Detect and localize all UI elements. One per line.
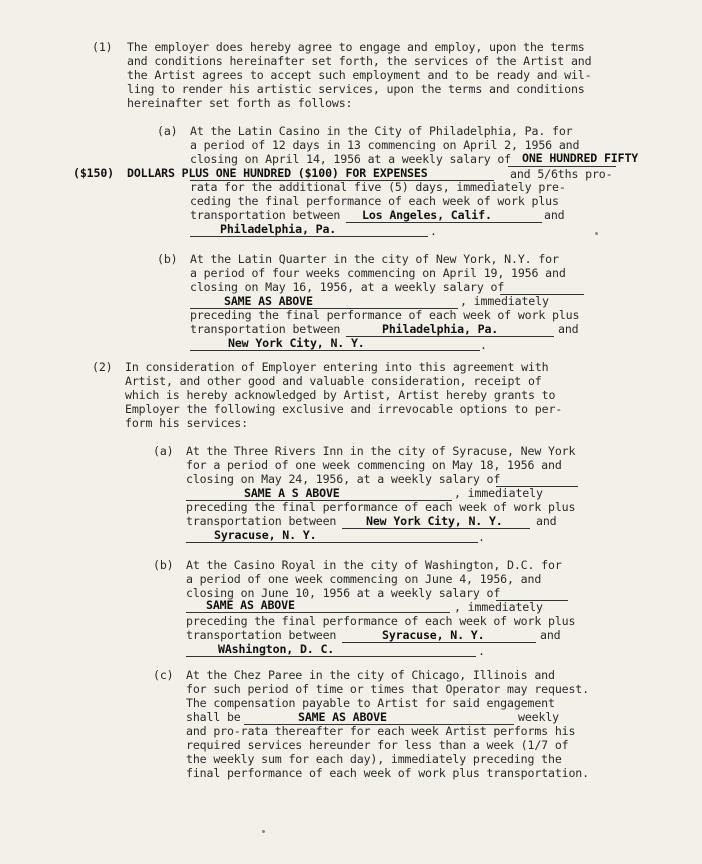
- transport-to-field: New York City, N. Y.: [228, 336, 365, 350]
- transport-to-field: Philadelphia, Pa.: [220, 222, 337, 236]
- contract-page: (1) The employer does hereby agree to engage and employ, upon the terms and conditions hereinafter set forth, the services of the Artist and the Artist agrees to accept such employment and to be ready and wil- ling to render his artistic services, upon the terms and conditions hereinafter set forth as follows: (a) At the Latin Casino in the City of Philadelphia, Pa. for a period of 12 days in 13 commencing on April 2, 1956 and closing on April 14, 1956 at a weekly salary of ONE HUNDRED FIFTY ($150) DOLLARS PLUS ONE HUNDRED ($100) FOR EXPENSES and 5/6ths pro- rata for the additional five (5) days, immediately pre- ceding the final performance of each week of work plus transportation between Los Angeles, Calif. and Philadelphia, Pa. . (b) At the Latin Quarter in the city of New York, N.Y. for a period of four weeks commencing on April 19, 1956 and closing on May 16, 1956, at a weekly salary of SAME AS ABOVE , immediately preceding the final performance of each week of work plus transportation between Philadelphia, Pa. and New York City, N. Y. . (2) In consideration of Employer entering into this agreement with Artist, and other good and valuable consideration, receipt of which is hereby acknowledged by Artist, Artist hereby grants to Employer the following exclusive and irrevocable options to per- form his services: (a) At the Three Rivers Inn in the city of Syracuse, New York for a period of one week commencing on May 18, 1956 and closing on May 24, 1956, at a weekly salary of SAME A S ABOVE , immediately preceding the final performance of each week of work plus transportation between New York City, N. Y. and Syracuse, N. Y. . (b) At the Casino Royal in the city of Washington, D.C. for a period of one week commencing on June 4, 1956, and closing on June 10, 1956 at a weekly salary of SAME AS ABOVE , immediately preceding the final performance of each week of work plus transportation between Syracuse, N. Y. and WAshington, D. C. . (c) At the Chez Paree in the city of Chicago, Illinois and for such period of time or times that Operator may request. The compensation payable to Artist for said engagement shall be SAME AS ABOVE weekly and pro-rata thereafter for each week Artist performs his required services hereunder for less than a week (1/7 of the weekly sum for each day), immediately preceding the final performance of each week of work plus transportation.: [0, 0, 702, 864]
- clause-2c-line: and pro-rata thereafter for each week Artist performs his: [186, 724, 576, 738]
- clause-1a-line: closing on April 14, 1956 at a weekly salary of: [190, 152, 512, 166]
- compensation-field: SAME AS ABOVE: [298, 710, 387, 724]
- salary-words-field: ONE HUNDRED FIFTY: [522, 151, 639, 165]
- clause-1b-line: closing on May 16, 1956, at a weekly salary of: [190, 280, 505, 294]
- clause-1b-line: preceding the final performance of each week of work plus: [190, 308, 580, 322]
- transport-from-blank: [346, 222, 542, 223]
- section-2-intro-line: which is hereby acknowledged by Artist, Artist hereby grants to: [125, 388, 556, 402]
- transport-from-field: Philadelphia, Pa.: [382, 322, 499, 336]
- clause-2c-line: the weekly sum for each day), immediately preceding the: [186, 752, 562, 766]
- salary-field: SAME A S ABOVE: [244, 486, 340, 500]
- clause-1a-line: and 5/6ths pro-: [510, 167, 613, 181]
- transport-from-blank: [346, 336, 554, 337]
- clause-2c-line: weekly: [518, 710, 559, 724]
- clause-2c-line: required services hereunder for less than a week (1/7 of: [186, 738, 569, 752]
- clause-1a-line: a period of 12 days in 13 commencing on April 2, 1956 and: [190, 138, 580, 152]
- clause-2b-line: , immediately: [454, 600, 543, 614]
- section-1-intro-line: ling to render his artistic services, upon the terms and conditions: [127, 82, 585, 96]
- clause-1a-line: At the Latin Casino in the City of Philadelphia, Pa. for: [190, 124, 573, 138]
- clause-2c-line: for such period of time or times that Operator may request.: [186, 682, 589, 696]
- salary-field: SAME AS ABOVE: [224, 294, 313, 308]
- clause-2b-line: transportation between: [186, 628, 337, 642]
- section-2-intro-line: Employer the following exclusive and irrevocable options to per-: [125, 402, 563, 416]
- clause-1b-label: (b): [157, 252, 178, 266]
- clause-2a-line: and: [536, 514, 557, 528]
- clause-1b-line: At the Latin Quarter in the city of New York, N.Y. for: [190, 252, 559, 266]
- clause-2c-line: At the Chez Paree in the city of Chicago, Illinois and: [186, 668, 555, 682]
- clause-2c-line: final performance of each week of work plus transportation.: [186, 766, 589, 780]
- clause-1b-line: transportation between: [190, 322, 341, 336]
- paper-speck: [262, 830, 265, 833]
- clause-1a-line: transportation between: [190, 208, 341, 222]
- clause-2a-label: (a): [153, 444, 174, 458]
- transport-from-blank: [342, 642, 536, 643]
- clause-2b-line: preceding the final performance of each week of work plus: [186, 614, 576, 628]
- clause-2b-label: (b): [153, 558, 174, 572]
- transport-to-field: WAshington, D. C.: [218, 642, 335, 656]
- section-2-intro-line: form his services:: [125, 416, 248, 430]
- clause-2a-line: , immediately: [454, 486, 543, 500]
- salary-field: SAME AS ABOVE: [206, 598, 295, 612]
- clause-2a-line: for a period of one week commencing on May 18, 1956 and: [186, 458, 562, 472]
- clause-2a-line: closing on May 24, 1956, at a weekly salary of: [186, 472, 501, 486]
- transport-from-field: New York City, N. Y.: [366, 514, 503, 528]
- section-1-intro-line: hereinafter set forth as follows:: [127, 96, 353, 110]
- section-1-intro-line: the Artist agrees to accept such employment and to be ready and wil-: [127, 68, 592, 82]
- clause-2c-line: shall be: [186, 710, 241, 724]
- clause-2b-line: and: [540, 628, 561, 642]
- clause-2b-line: At the Casino Royal in the city of Washington, D.C. for: [186, 558, 562, 572]
- clause-2c-line: The compensation payable to Artist for said engagement: [186, 696, 555, 710]
- clause-2a-line: preceding the final performance of each week of work plus: [186, 500, 576, 514]
- section-1-intro-line: The employer does hereby agree to engage and employ, upon the terms: [127, 40, 585, 54]
- section-2-number: (2): [92, 360, 113, 374]
- clause-1b-line: and: [558, 322, 579, 336]
- section-1-intro-line: and conditions hereinafter set forth, the services of the Artist and: [127, 54, 592, 68]
- section-2-intro-line: Artist, and other good and valuable consideration, receipt of: [125, 374, 542, 388]
- clause-2a-line: At the Three Rivers Inn in the city of Syracuse, New York: [186, 444, 576, 458]
- transport-to-blank: [190, 236, 428, 237]
- salary-blank-line: [186, 612, 450, 613]
- clause-2a-line: transportation between: [186, 514, 337, 528]
- salary-amount-margin: ($150): [73, 166, 114, 180]
- transport-from-blank: [342, 528, 530, 529]
- transport-to-blank: [186, 656, 476, 657]
- clause-1a-line: rata for the additional five (5) days, immediately pre-: [190, 180, 566, 194]
- clause-2c-label: (c): [153, 668, 174, 682]
- clause-2b-line: a period of one week commencing on June 4, 1956, and: [186, 572, 542, 586]
- salary-continuation-field: DOLLARS PLUS ONE HUNDRED ($100) FOR EXPENSES: [127, 166, 428, 180]
- section-2-intro-line: In consideration of Employer entering into this agreement with: [125, 360, 549, 374]
- transport-to-field: Syracuse, N. Y.: [214, 528, 317, 542]
- clause-1b-line: , immediately: [460, 294, 549, 308]
- clause-1a-line: ceding the final performance of each week of work plus: [190, 194, 559, 208]
- clause-1b-line: a period of four weeks commencing on April 19, 1956 and: [190, 266, 566, 280]
- paper-speck: [595, 232, 598, 235]
- transport-from-field: Los Angeles, Calif.: [362, 208, 492, 222]
- clause-1a-line: and: [544, 208, 565, 222]
- clause-2b-line: closing on June 10, 1956 at a weekly salary of: [186, 586, 501, 600]
- transport-to-blank: [186, 542, 478, 543]
- section-1-number: (1): [92, 40, 113, 54]
- clause-1a-label: (a): [157, 124, 178, 138]
- transport-from-field: Syracuse, N. Y.: [382, 628, 485, 642]
- transport-to-blank: [190, 350, 480, 351]
